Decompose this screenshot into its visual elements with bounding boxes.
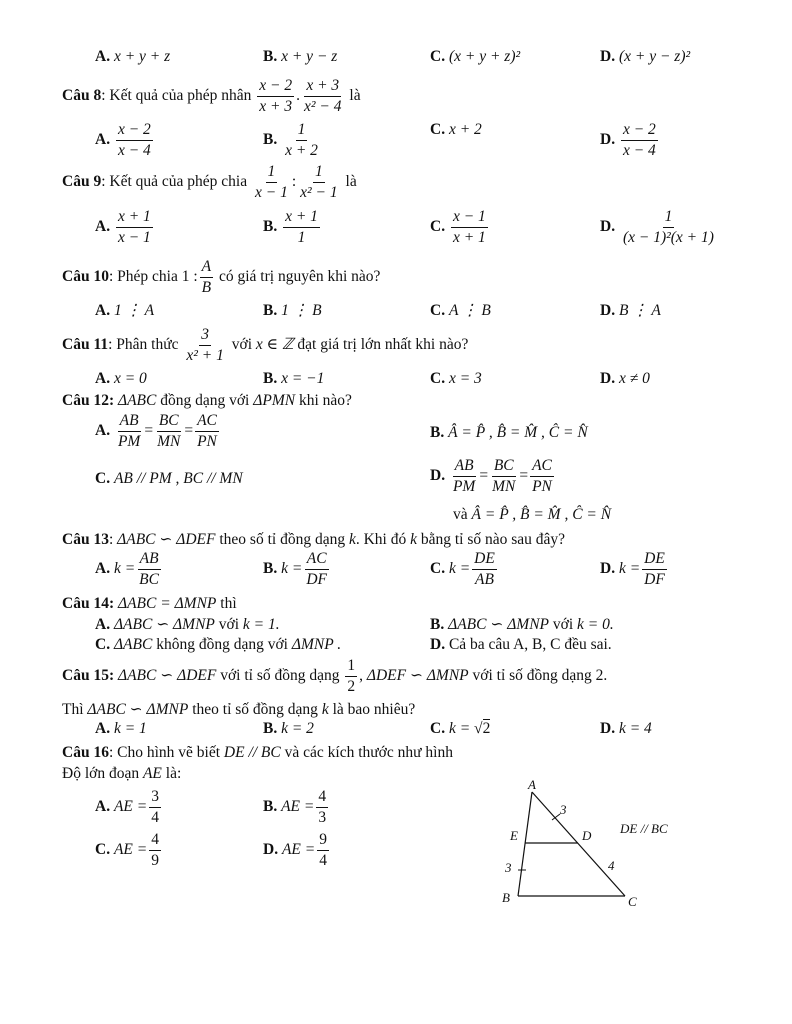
q11-option-b[interactable]: B. x = −1 <box>263 370 325 387</box>
question-12: Câu 12: ΔABC đồng dạng với ΔPMN khi nào? <box>62 392 352 409</box>
side-ab <box>518 792 532 896</box>
q13-option-c[interactable]: C. k = $\frac{DE}{AB}$ <box>430 550 495 588</box>
question-15: Câu 15: ΔABC ∽ ΔDEF với tỉ số đồng dạng $\frac{1}{2}$ , ΔDEF ∽ ΔMNP với tỉ số đồng dạng 2. <box>62 657 608 695</box>
fraction: $\frac{1}{x - 1}$ <box>254 163 288 201</box>
q9-option-c[interactable]: C. $\frac{x - 1}{x + 1}$ <box>430 208 486 246</box>
q16-option-d[interactable]: D. AE = $\frac{9}{4}$ <box>263 831 327 869</box>
question-16-line2: Độ lớn đoạn AE là: <box>62 765 182 782</box>
q15-option-a[interactable]: A. k = 1 <box>95 720 147 737</box>
q16-option-a[interactable]: A. AE = $\frac{3}{4}$ <box>95 788 159 826</box>
parallel-note: DE // BC <box>620 821 668 836</box>
side-ac <box>532 792 625 896</box>
q8-option-d[interactable]: D. $\frac{x - 2}{x - 4}$ <box>600 121 656 159</box>
question-10: Câu 10: Phép chia 1 : $\frac{A}{B}$ có giá trị nguyên khi nào? <box>62 258 381 296</box>
q13-option-d[interactable]: D. k = $\frac{DE}{DF}$ <box>600 550 665 588</box>
fraction: $\frac{A}{B}$ <box>201 258 212 296</box>
q11-option-a[interactable]: A. x = 0 <box>95 370 147 387</box>
label-eb-length: 3 <box>505 860 512 875</box>
q13-option-b[interactable]: B. k = $\frac{AC}{DF}$ <box>263 550 327 588</box>
q10-option-c[interactable]: C. A ⋮ B <box>430 302 491 319</box>
triangle-figure <box>490 778 700 918</box>
q12-option-c[interactable]: C. AB // PM , BC // MN <box>95 470 243 487</box>
question-8: Câu 8: Kết quả của phép nhân $\frac{x - 2}{x + 3}$ . $\frac{x + 3}{\text{x² − 4}}$ là <box>62 77 361 115</box>
q13-option-a[interactable]: A. k = $\frac{AB}{BC}$ <box>95 550 159 588</box>
label-dc-length: 4 <box>608 858 615 873</box>
q12-option-d[interactable]: D. $\frac{AB}{PM}$ = $\frac{BC}{MN}$ = $\frac{AC}{PN}$ <box>430 457 552 495</box>
q8-option-b[interactable]: B. $\frac{1}{x + 2}$ <box>263 121 318 159</box>
question-14: Câu 14: ΔABC = ΔMNP thì <box>62 595 237 612</box>
q9-option-d[interactable]: D. $\frac{1}{\text{(x − 1)²(x + 1)}}$ <box>600 208 714 246</box>
label-ad-length: 3 <box>560 802 567 817</box>
question-9: Câu 9: Kết quả của phép chia $\frac{1}{x - 1}$ : $\frac{1}{\text{x² − 1}}$ là <box>62 163 357 201</box>
q11-option-d[interactable]: D. x ≠ 0 <box>600 370 650 387</box>
q15-option-c[interactable]: C. k = √2 <box>430 720 491 737</box>
question-15-line2: Thì ΔABC ∽ ΔMNP theo tỉ số đồng dạng k là bao nhiêu? <box>62 701 416 718</box>
q10-option-b[interactable]: B. 1 ⋮ B <box>263 302 322 319</box>
fraction: $\frac{1}{2}$ <box>347 657 356 695</box>
q9-option-a[interactable]: A. $\frac{x + 1}{x - 1}$ <box>95 208 151 246</box>
question-11: Câu 11: Phân thức $\frac{3}{\text{x² + 1}}$ với x ∈ ℤ đạt giá trị lớn nhất khi nào? <box>62 326 469 364</box>
q10-option-a[interactable]: A. 1 ⋮ A <box>95 302 155 319</box>
q14-option-b[interactable]: B. ΔABC ∽ ΔMNP với k = 0. <box>430 616 614 633</box>
question-13: Câu 13: ΔABC ∽ ΔDEF theo số tỉ đồng dạng k. Khi đó k bằng tỉ số nào sau đây? <box>62 531 566 548</box>
label-c: C <box>628 894 637 909</box>
fraction: $\frac{1}{\text{x² − 1}}$ <box>300 163 338 201</box>
label-b: B <box>502 890 510 905</box>
q8-option-c[interactable]: C. x + 2 <box>430 121 482 138</box>
q16-option-b[interactable]: B. AE = $\frac{4}{3}$ <box>263 788 327 826</box>
q9-option-b[interactable]: B. $\frac{x + 1}{1}$ <box>263 208 318 246</box>
label-e: E <box>510 828 518 843</box>
prev-option-d[interactable]: D. (x + y − z)² <box>600 48 691 65</box>
q14-option-d[interactable]: D. Cả ba câu A, B, C đều sai. <box>430 636 612 653</box>
q8-option-a[interactable]: A. $\frac{x - 2}{x - 4}$ <box>95 121 151 159</box>
q14-option-a[interactable]: A. ΔABC ∽ ΔMNP với k = 1. <box>95 616 280 633</box>
q11-option-c[interactable]: C. x = 3 <box>430 370 482 387</box>
fraction: $\frac{x - 2}{x + 3}$ <box>259 77 293 115</box>
q16-option-c[interactable]: C. AE = $\frac{4}{9}$ <box>95 831 159 869</box>
q15-option-b[interactable]: B. k = 2 <box>263 720 314 737</box>
q12-option-a[interactable]: A. $\frac{AB}{PM}$ = $\frac{BC}{MN}$ = $\frac{AC}{PN}$ <box>95 412 217 450</box>
prev-option-a[interactable]: A. x + y + z <box>95 48 171 65</box>
label-a: A <box>528 778 536 792</box>
prev-option-c[interactable]: C. (x + y + z)² <box>430 48 521 65</box>
prev-option-b[interactable]: B. x + y − z <box>263 48 338 65</box>
question-16: Câu 16: Cho hình vẽ biết DE // BC và các kích thước như hình <box>62 744 453 761</box>
q10-option-d[interactable]: D. B ⋮ A <box>600 302 661 319</box>
q12-option-b[interactable]: B. Â = P̂ , B̂ = M̂ , Ĉ = N̂ <box>430 424 588 441</box>
fraction: $\frac{x + 3}{\text{x² − 4}}$ <box>304 77 342 115</box>
fraction: $\frac{3}{\text{x² + 1}}$ <box>186 326 224 364</box>
q12-option-d-line2: và Â = P̂ , B̂ = M̂ , Ĉ = N̂ <box>453 506 612 523</box>
q14-option-c[interactable]: C. ΔABC không đồng dạng với ΔMNP . <box>95 636 342 653</box>
label-d: D <box>582 828 592 843</box>
q15-option-d[interactable]: D. k = 4 <box>600 720 652 737</box>
